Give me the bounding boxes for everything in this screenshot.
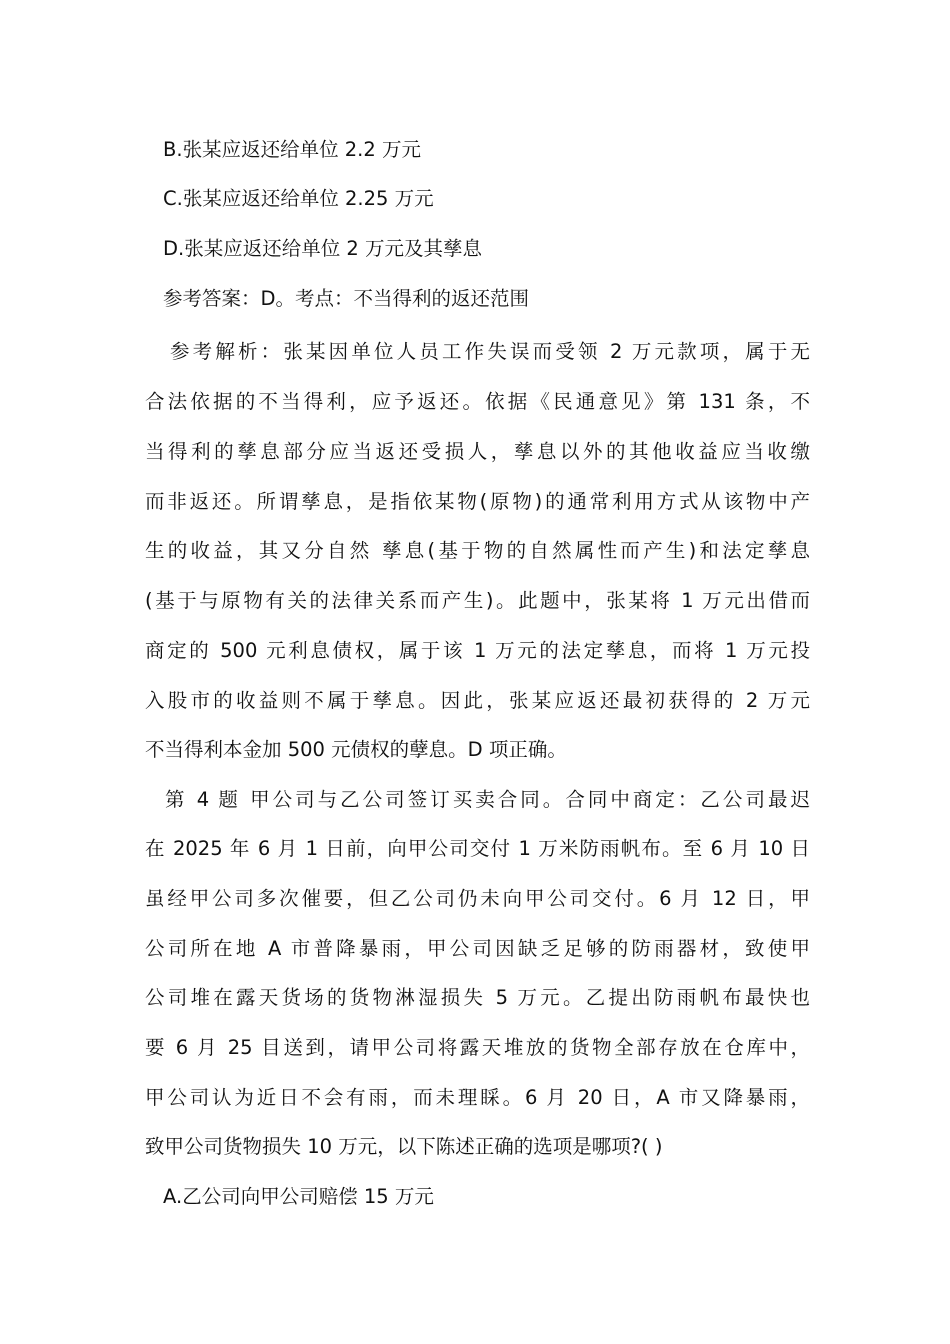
question-line: 在 2025 年 6 月 1 日前，向甲公司交付 1 万米防雨帆布。至 6 月 10 日 [145,837,810,860]
analysis-line: 而非返还。所谓孳息，是指依某物(原物)的通常利用方式从该物中产 [145,490,810,513]
option-c: C.张某应返还给单位 2.25 万元 [163,187,434,210]
question-line: 致甲公司货物损失 10 万元，以下陈述正确的选项是哪项?( ) [145,1135,663,1158]
analysis-line: (基于与原物有关的法律关系而产生)。此题中，张某将 1 万元出借而 [145,589,810,612]
analysis-line: 商定的 500 元利息债权，属于该 1 万元的法定孳息，而将 1 万元投 [145,639,810,662]
option-b: B.张某应返还给单位 2.2 万元 [163,138,421,161]
question-line: 虽经甲公司多次催要，但乙公司仍未向甲公司交付。6 月 12 日，甲 [145,887,810,910]
analysis-line: 入股市的收益则不属于孳息。因此，张某应返还最初获得的 2 万元 [145,689,810,712]
analysis-line: 当得利的孳息部分应当返还受损人，孳息以外的其他收益应当收缴 [145,440,810,463]
option-d: D.张某应返还给单位 2 万元及其孳息 [163,237,483,260]
question-line: 要 6 月 25 目送到，请甲公司将露天堆放的货物全部存放在仓库中， [145,1036,810,1059]
option-a: A.乙公司向甲公司赔偿 15 万元 [163,1185,434,1208]
question-line: 第 4 题 甲公司与乙公司签订买卖合同。合同中商定：乙公司最迟 [165,788,810,811]
question-line: 甲公司认为近日不会有雨，而未理睬。6 月 20 日，A 市又降暴雨， [145,1086,810,1109]
analysis-line: 参考解析：张某因单位人员工作失误而受领 2 万元款项，属于无 [170,340,810,363]
reference-answer: 参考答案：D。考点：不当得利的返还范围 [163,287,530,310]
question-line: 公司堆在露天货场的货物淋湿损失 5 万元。乙提出防雨帆布最快也 [145,986,810,1009]
analysis-line: 不当得利本金加 500 元债权的孽息。D 项正确。 [145,738,567,761]
analysis-line: 合法依据的不当得利，应予返还。依据《民通意见》第 131 条，不 [145,390,810,413]
analysis-line: 生的收益，其又分自然 孳息(基于物的自然属性而产生)和法定孳息 [145,539,810,562]
question-line: 公司所在地 A 市普降暴雨，甲公司因缺乏足够的防雨器材，致使甲 [145,937,810,960]
